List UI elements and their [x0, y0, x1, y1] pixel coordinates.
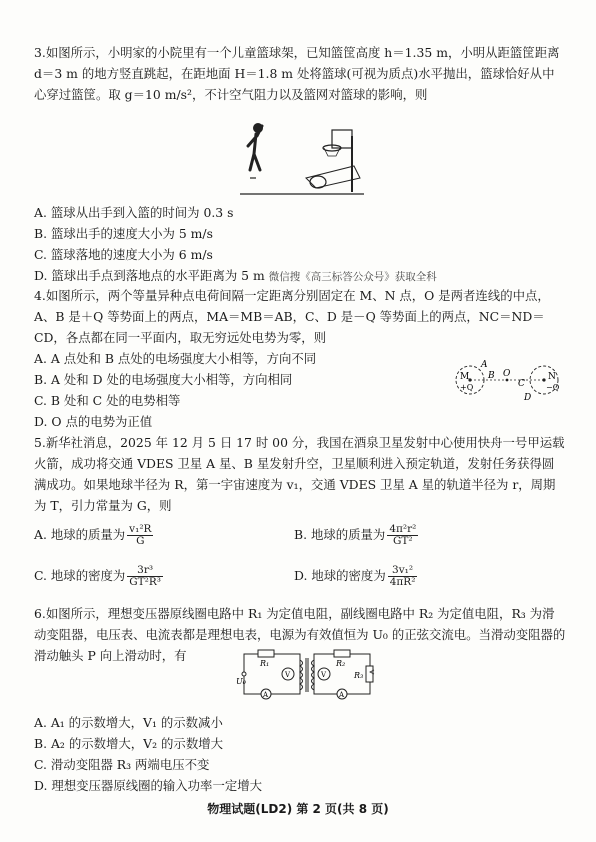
- question-3-stem: 3.如图所示，小明家的小院里有一个儿童篮球架，已知篮筐高度 h＝1.35 m，小明从距篮筐距离 d＝3 m 的地方竖直跳起，在距地面 H＝1.8 m 处将篮球(可视为质点)水平抛出，篮球恰好从中心穿过篮筐。取 g＝10 m/s²，不计空气阻力以及篮网对篮球的影响，则: [34, 45, 560, 102]
- option-4c: C. B 处和 C 处的电势相等: [34, 393, 181, 408]
- label-A2: A: [339, 691, 345, 699]
- label-B: B: [488, 371, 495, 381]
- option-6c: C. 滑动变阻器 R₃ 两端电压不变: [34, 757, 210, 772]
- question-6-options: [34, 712, 566, 796]
- option-5a: A. 地球的质量为 $\frac{\text{v₁²R}}{G}$: [34, 522, 152, 547]
- question-3-options: [34, 202, 566, 288]
- label-minusQ: −Q: [546, 383, 560, 392]
- option-4b: B. A 处和 D 处的电场强度大小相等，方向相同: [34, 372, 293, 387]
- label-N: N: [548, 372, 556, 382]
- page-footer: 物理试题(LD2) 第 2 页(共 8 页): [207, 802, 389, 816]
- transformer-circuit-figure: [236, 648, 376, 706]
- label-V2: V: [321, 671, 327, 679]
- question-6-stem: 6.如图所示，理想变压器原线圈电路中 R₁ 为定值电阻，副线圈电路中 R₂ 为定值电阻，R₃ 为滑动变阻器，电压表、电流表都是理想电表，电源为有效值恒为 U₀ 的正弦交流电。当滑动变阻器的滑动触头 P 向上滑动时，有: [34, 606, 566, 663]
- label-plusQ: +Q: [460, 383, 474, 392]
- label-U0: U₀: [236, 677, 246, 686]
- label-D: D: [524, 393, 532, 403]
- option-6b: B. A₂ 的示数增大，V₂ 的示数增大: [34, 736, 223, 751]
- option-3c: C. 篮球落地的速度大小为 6 m/s: [34, 247, 213, 262]
- option-6d: D. 理想变压器原线圈的输入功率一定增大: [34, 778, 263, 793]
- question-4: [34, 285, 566, 348]
- option-3b: B. 篮球出手的速度大小为 5 m/s: [34, 226, 213, 241]
- label-V1: V: [285, 671, 291, 679]
- question-5-options: [34, 518, 566, 594]
- label-R3: R₃: [354, 671, 364, 680]
- basketball-figure: [236, 118, 366, 200]
- label-O: O: [503, 369, 511, 379]
- watermark-text: 微信搜《高三标答公众号》获取全科: [268, 271, 437, 283]
- option-3d: D. 篮球出手点到落地点的水平距离为 5 m 微信搜《高三标答公众号》获取全科: [34, 268, 437, 283]
- option-4d: D. O 点的电势为正值: [34, 414, 153, 429]
- question-3: [34, 42, 566, 105]
- label-R1: R₁: [260, 659, 270, 668]
- charges-figure: [452, 356, 562, 404]
- option-3a: A. 篮球从出手到入篮的时间为 0.3 s: [34, 205, 234, 220]
- question-5: [34, 432, 566, 516]
- option-5c: C. 地球的密度为 $\frac{\text{3r³}}{\text{GT²R³}}$: [34, 563, 161, 588]
- question-4-options: [34, 348, 434, 432]
- label-R2: R₂: [336, 659, 346, 668]
- question-5-stem: 5.新华社消息，2025 年 12 月 5 日 17 时 00 分，我国在酒泉卫星发射中心使用快舟一号甲运载火箭，成功将交通 VDES 卫星 A 星、B 星发射升空，卫星顺利进入预定轨道，发射任务获得圆满成功。如果地球半径为 R，第一宇宙速度为 v₁，交通 VDES 卫星 A 星的轨道半径为 r，周期为 T，引力常量为 G，则: [34, 435, 565, 513]
- label-A: A: [481, 360, 488, 370]
- question-4-stem: 4.如图所示，两个等量异种点电荷间隔一定距离分别固定在 M、N 点，O 是两者连线的中点，A、B 是＋Q 等势面上的两点，MA＝MB＝AB，C、D 是－Q 等势面上的两点，NC＝ND＝CD，各点都在同一平面内，取无穷远处电势为零，则: [34, 288, 550, 345]
- option-5b: B. 地球的质量为 $\frac{\text{4π²r²}}{\text{GT²}}$: [294, 522, 417, 547]
- option-5d: D. 地球的密度为 $\frac{\text{3v₁²}}{\text{4πR²}}$: [294, 563, 416, 588]
- label-C: C: [518, 379, 525, 389]
- label-M: M: [460, 372, 470, 382]
- option-4a: A. A 点处和 B 点处的电场强度大小相等，方向不同: [34, 351, 317, 366]
- option-6a: A. A₁ 的示数增大，V₁ 的示数减小: [34, 715, 223, 730]
- label-A1: A: [263, 691, 269, 699]
